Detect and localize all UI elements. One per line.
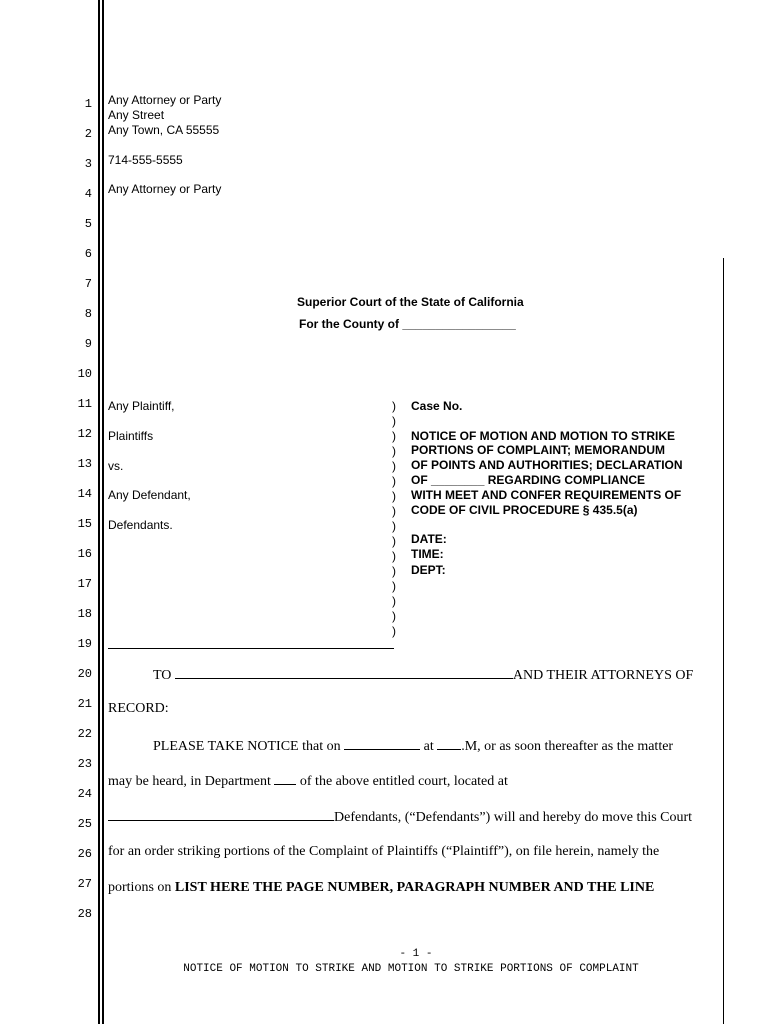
blank-hearing-time (437, 737, 461, 750)
line-number: 5 (84, 217, 92, 231)
line-number: 16 (77, 547, 92, 561)
attorney-for-party: Any Attorney or Party (108, 182, 222, 196)
left-margin-rule-outer (98, 0, 100, 1024)
line-number: 20 (77, 667, 92, 681)
body-line-to (153, 666, 693, 684)
hearing-time-label: TIME: (411, 547, 444, 561)
line-number: 7 (84, 277, 92, 291)
line-number: 10 (77, 367, 92, 381)
versus-label: vs. (108, 459, 124, 473)
to-prefix: TO (153, 668, 172, 683)
line-number: 11 (77, 397, 92, 411)
court-name: Superior Court of the State of California (297, 295, 524, 309)
notice-prefix: PLEASE TAKE NOTICE that on (153, 739, 341, 754)
right-margin-rule (723, 258, 724, 1024)
hearing-dept-label: DEPT: (411, 563, 446, 577)
case-number-label: Case No. (411, 399, 463, 413)
line-number: 22 (77, 727, 92, 741)
heard-suffix: of the above entitled court, located at (299, 774, 508, 789)
motion-title-line: OF ________ REGARDING COMPLIANCE (411, 473, 646, 487)
attorney-phone: 714-555-5555 (108, 153, 183, 167)
footer-title: NOTICE OF MOTION TO STRIKE AND MOTION TO STRIKE PORTIONS OF COMPLAINT (183, 963, 639, 975)
portions-prefix: portions on (108, 880, 172, 895)
plaintiff-name: Any Plaintiff, (108, 399, 175, 413)
line-number: 15 (77, 517, 92, 531)
body-line-defendants (108, 808, 692, 826)
line-number: 8 (84, 307, 92, 321)
motion-title-line: OF POINTS AND AUTHORITIES; DECLARATION (411, 458, 683, 472)
line-number: 17 (77, 577, 92, 591)
court-county: For the County of _________________ (299, 317, 516, 331)
line-number: 24 (77, 787, 92, 801)
motion-title-line: WITH MEET AND CONFER REQUIREMENTS OF (411, 488, 682, 502)
line-number: 6 (84, 247, 92, 261)
blank-hearing-date (344, 737, 420, 750)
attorney-city: Any Town, CA 55555 (108, 123, 220, 137)
body-line-heard (108, 772, 508, 790)
line-number: 4 (84, 187, 92, 201)
line-number: 26 (77, 847, 92, 861)
attorney-name: Any Attorney or Party (108, 93, 222, 107)
line-number: 28 (77, 907, 92, 921)
line-number: 12 (77, 427, 92, 441)
defendants-text: Defendants, (“Defendants”) will and hereby do move this Court (334, 810, 693, 825)
notice-at: at (423, 739, 434, 754)
line-number: 19 (77, 637, 92, 651)
line-number: 9 (84, 337, 92, 351)
attorney-street: Any Street (108, 108, 165, 122)
hearing-date-label: DATE: (411, 532, 447, 546)
line-number: 25 (77, 817, 92, 831)
line-number: 18 (77, 607, 92, 621)
motion-title-line: NOTICE OF MOTION AND MOTION TO STRIKE (411, 429, 675, 443)
line-number: 14 (77, 487, 92, 501)
blank-court-location (108, 808, 334, 821)
line-number: 21 (77, 697, 92, 711)
motion-title-line: PORTIONS OF COMPLAINT; MEMORANDUM (411, 443, 665, 457)
to-suffix: AND THEIR ATTORNEYS OF (512, 668, 694, 683)
defendants-label: Defendants. (108, 518, 173, 532)
portions-instruction: LIST HERE THE PAGE NUMBER, PARAGRAPH NUMBER AND THE LINE (174, 880, 655, 895)
body-line-order: for an order striking portions of the Complaint of Plaintiffs (“Plaintiff”), on file herein, namely the (108, 844, 660, 859)
body-line-notice (153, 737, 673, 755)
left-margin-rule-inner (102, 0, 104, 1024)
line-number: 23 (77, 757, 92, 771)
line-number: 1 (84, 97, 92, 111)
motion-title-line: CODE OF CIVIL PROCEDURE § 435.5(a) (411, 503, 638, 517)
line-number: 3 (84, 157, 92, 171)
caption-bottom-rule (108, 648, 394, 649)
footer-page-number: - 1 - (399, 948, 433, 960)
body-line-portions (108, 880, 654, 896)
line-number: 13 (77, 457, 92, 471)
notice-suffix: .M, or as soon thereafter as the matter (461, 739, 674, 754)
body-line-record: RECORD: (108, 701, 169, 716)
caption-parentheses: ) ) ) ) ) ) ) ) ) ) ) ) ) ) ) ) (392, 399, 396, 638)
defendant-name: Any Defendant, (108, 488, 191, 502)
blank-party-name (175, 666, 513, 679)
line-number: 27 (77, 877, 92, 891)
heard-prefix: may be heard, in Department (108, 774, 271, 789)
blank-department (274, 772, 296, 785)
line-number: 2 (84, 127, 92, 141)
plaintiffs-label: Plaintiffs (108, 429, 154, 443)
